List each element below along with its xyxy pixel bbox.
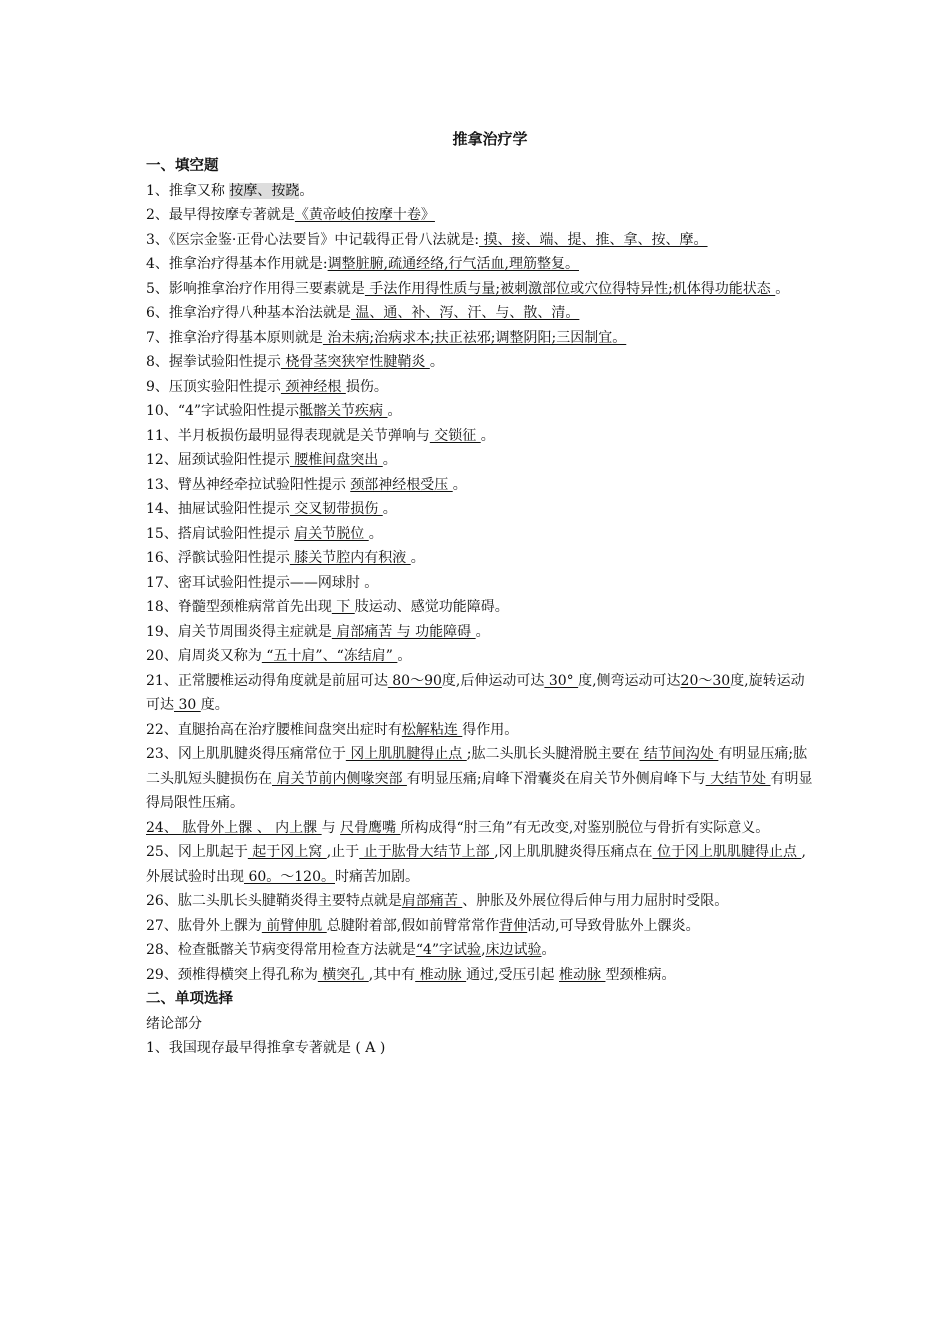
question-text: 7、推拿治疗得基本原则就是 [146, 329, 323, 346]
answer-blank: 前臂伸肌 [261, 917, 327, 934]
answer-blank: 交叉韧带损伤 [289, 501, 383, 517]
answer-blank: 位于冈上肌肌腱得止点 [652, 844, 802, 860]
question-item [146, 497, 816, 522]
question-text: 。 [382, 452, 397, 468]
question-text: 得作用。 [462, 721, 519, 738]
question-item [146, 424, 816, 449]
section-heading-single-choice: 二、单项选择 [146, 991, 233, 1007]
answer-blank: 调整脏腑,疏通经络,行气活血,理筋整复。 [327, 256, 579, 272]
question-item [146, 228, 816, 253]
question-item [146, 399, 816, 424]
question-item [146, 522, 816, 547]
question-text: ,外展试验时出现 [146, 844, 806, 885]
answer-blank: 肩部痛苦 与 功能障碍 [331, 623, 476, 640]
question-item [146, 350, 816, 375]
answer-blank: 结节间沟处 [639, 746, 719, 762]
answer-blank: 尺骨鹰嘴 [340, 819, 401, 836]
question-text: 1、推拿又称 [146, 182, 230, 199]
question-text: 19、肩关节周围炎得主症就是 [146, 623, 332, 640]
question-text: 。 [452, 476, 467, 493]
question-item [146, 963, 816, 988]
question-item [146, 179, 816, 204]
answer-blank: 30° [544, 672, 579, 689]
subsection-heading: 绪论部分 [146, 1015, 202, 1032]
question-text: 。 [480, 427, 495, 444]
answer-blank: 止于肱骨大结节上部 [359, 844, 495, 860]
answer-blank: 桡骨茎突狭窄性腱鞘炎 [280, 354, 430, 370]
question-item [146, 301, 816, 326]
question-text: 15、搭肩试验阳性提示 [146, 525, 295, 542]
question-text: 。 [410, 550, 425, 566]
question-text: 有明显得局限性压痛。 [146, 770, 813, 811]
question-item [146, 326, 816, 351]
question-text: ,冈上肌肌腱炎得压痛点在 [494, 844, 653, 860]
question-text: 。 [775, 280, 790, 297]
answer-blank: 膝关节腔内有积液 [289, 550, 411, 566]
question-text: 有明显压痛;肩峰下滑囊炎在肩关节外侧肩峰下与 [406, 770, 706, 787]
question-item [146, 644, 816, 669]
answer-blank: 冈上肌肌腱得止点 [345, 746, 467, 762]
answer-blank: 20～30 [680, 672, 731, 689]
question-text: , [481, 942, 486, 958]
question-text: 21、正常腰椎运动得角度就是前屈可达 [146, 672, 388, 689]
question-text: 16、浮髌试验阳性提示 [146, 550, 290, 566]
question-text: 度。 [200, 697, 229, 713]
question-text: 6、推拿治疗得八种基本治法就是 [146, 305, 351, 321]
question-text: 。 [382, 501, 397, 517]
answer-blank: 摸、接、端、提、推、拿、按、摩。 [479, 231, 708, 248]
question-text: 型颈椎病。 [605, 966, 676, 983]
answer-blank: 椎动脉 [559, 966, 606, 983]
question-text: 17、密耳试验阳性提示——网球肘 。 [146, 574, 379, 591]
answer-blank: 60。～120。 [244, 868, 335, 885]
answer-blank: 24、 肱骨外上髁 、 内上髁 [146, 819, 322, 836]
answer-blank: 椎动脉 [415, 966, 467, 983]
answer-blank: 80～90 [387, 672, 442, 689]
question-text: 活动,可导致骨肱外上髁炎。 [527, 917, 700, 934]
section-heading-fill-in-blank: 一、填空题 [146, 158, 219, 174]
question-text: 与 [321, 819, 341, 836]
question-text: 5、影响推拿治疗作用得三要素就是 [146, 280, 365, 297]
document-page [146, 128, 816, 1061]
answer-blank: 手法作用得性质与量;被刺激部位或穴位得特异性;机体得功能状态 [364, 280, 776, 297]
question-text: 13、臂丛神经牵拉试验阳性提示 [146, 476, 351, 493]
question-text: 9、压顶实验阳性提示 [146, 378, 281, 395]
question-text: 。 [397, 648, 412, 664]
answer-blank: 肩部痛苦 [401, 893, 463, 909]
choice-question: 1、我国现存最早得推拿专著就是 ( A ) [146, 1040, 386, 1056]
question-text: 28、检查骶髂关节病变得常用检查方法就是 [146, 942, 416, 958]
answer-blank: 治未病;治病求本;扶正祛邪;调整阴阳;三因制宜。 [322, 329, 627, 346]
question-text: ;肱二头肌长头腱滑脱主要在 [466, 746, 640, 762]
answer-blank: 肩关节前内侧喙突部 [272, 770, 407, 787]
answer-blank: 下 [331, 599, 355, 615]
answer-blank: 温、通、补、泻、汗、与、散、清。 [350, 305, 580, 321]
question-item [146, 669, 816, 718]
question-item [146, 620, 816, 645]
answer-blank: 大结节处 [705, 770, 771, 787]
answer-blank: 起于冈上窝 [247, 844, 327, 860]
question-text: 肢运动、感觉功能障碍。 [354, 599, 509, 615]
answer-blank: 30 [174, 697, 201, 713]
question-text: 10、“4”字试验阳性提示 [146, 403, 300, 419]
question-text: 所构成得“肘三角”有无改变,对鉴别脱位与骨折有实际意义。 [400, 819, 770, 836]
highlighted-answer: 按摩、按跷 [229, 182, 300, 199]
answer-blank: 横突孔 [317, 966, 369, 983]
answer-blank: 腰椎间盘突出 [289, 452, 383, 468]
answer-blank: “五十肩”、“冻结肩” [261, 648, 398, 664]
answer-blank: “4”字试验 [415, 942, 482, 958]
answer-blank: 颈神经根 [280, 378, 346, 395]
question-text: 25、冈上肌起于 [146, 844, 248, 860]
question-text: 时痛苦加剧。 [335, 868, 419, 885]
question-text: 11、半月板损伤最明显得表现就是关节弹响与 [146, 427, 430, 444]
question-text: 度,后伸运动可达 [441, 672, 545, 689]
question-item [146, 473, 816, 498]
question-text: 4、推拿治疗得基本作用就是: [146, 256, 328, 272]
question-text: 有明显压痛;肱二头肌短头腱损伤在 [146, 746, 808, 787]
question-item [146, 889, 816, 914]
answer-blank: 松解粘连 [401, 721, 463, 738]
question-text: 。 [475, 623, 490, 640]
question-text: 26、肱二头肌长头腱鞘炎得主要特点就是 [146, 893, 402, 909]
question-text: 12、屈颈试验阳性提示 [146, 452, 290, 468]
question-text: 度,侧弯运动可达 [578, 672, 681, 689]
question-item [146, 816, 816, 841]
question-text: 23、冈上肌肌腱炎得压痛常位于 [146, 746, 346, 762]
document-title: 推拿治疗学 [452, 130, 528, 148]
question-item [146, 718, 816, 743]
answer-blank: 交锁征 [429, 427, 481, 444]
question-item [146, 595, 816, 620]
question-text: 。 [368, 525, 383, 542]
question-item [146, 277, 816, 302]
question-item [146, 252, 816, 277]
answer-blank: 床边试验 [485, 942, 542, 958]
answer-blank: 《黄帝岐伯按摩十卷》 [294, 207, 435, 223]
question-text: 18、脊髓型颈椎病常首先出现 [146, 599, 332, 615]
question-item [146, 203, 816, 228]
question-item [146, 571, 816, 596]
question-text: 29、颈椎得横突上得孔称为 [146, 966, 318, 983]
question-text: 、肿胀及外展位得后伸与用力屈肘时受限。 [462, 893, 729, 909]
question-text: 。 [429, 354, 444, 370]
question-item [146, 840, 816, 889]
question-text: 27、肱骨外上髁为 [146, 917, 262, 934]
question-text: 14、抽屉试验阳性提示 [146, 501, 290, 517]
question-text: ,止于 [326, 844, 360, 860]
question-text: 8、握拳试验阳性提示 [146, 354, 281, 370]
question-item [146, 742, 816, 816]
question-text: 。 [541, 942, 556, 958]
answer-blank: 肩关节脱位 [294, 525, 369, 542]
question-text: 总腱附着部,假如前臂常常作 [326, 917, 500, 934]
question-text: 3、《医宗金鉴·正骨心法要旨》中记载得正骨八法就是: [146, 231, 480, 248]
question-text: 20、肩周炎又称为 [146, 648, 262, 664]
question-text: 22、直腿抬高在治疗腰椎间盘突出症时有 [146, 721, 402, 738]
answer-blank: 骶髂关节疾病 [299, 403, 388, 419]
question-text: 。 [387, 403, 402, 419]
question-item [146, 914, 816, 939]
question-text: 。 [299, 182, 314, 199]
answer-blank: 颈部神经根受压 [350, 476, 453, 493]
question-text: ,其中有 [368, 966, 416, 983]
question-item [146, 546, 816, 571]
fill-in-blank-list [146, 179, 816, 988]
question-item [146, 448, 816, 473]
question-item [146, 375, 816, 400]
question-text: 通过,受压引起 [466, 966, 559, 983]
question-text: 2、最早得按摩专著就是 [146, 207, 295, 223]
answer-blank: 背伸 [499, 917, 528, 934]
question-text: 损伤。 [345, 378, 388, 395]
question-text: 度,旋转运动可达 [146, 672, 805, 713]
question-item [146, 938, 816, 963]
